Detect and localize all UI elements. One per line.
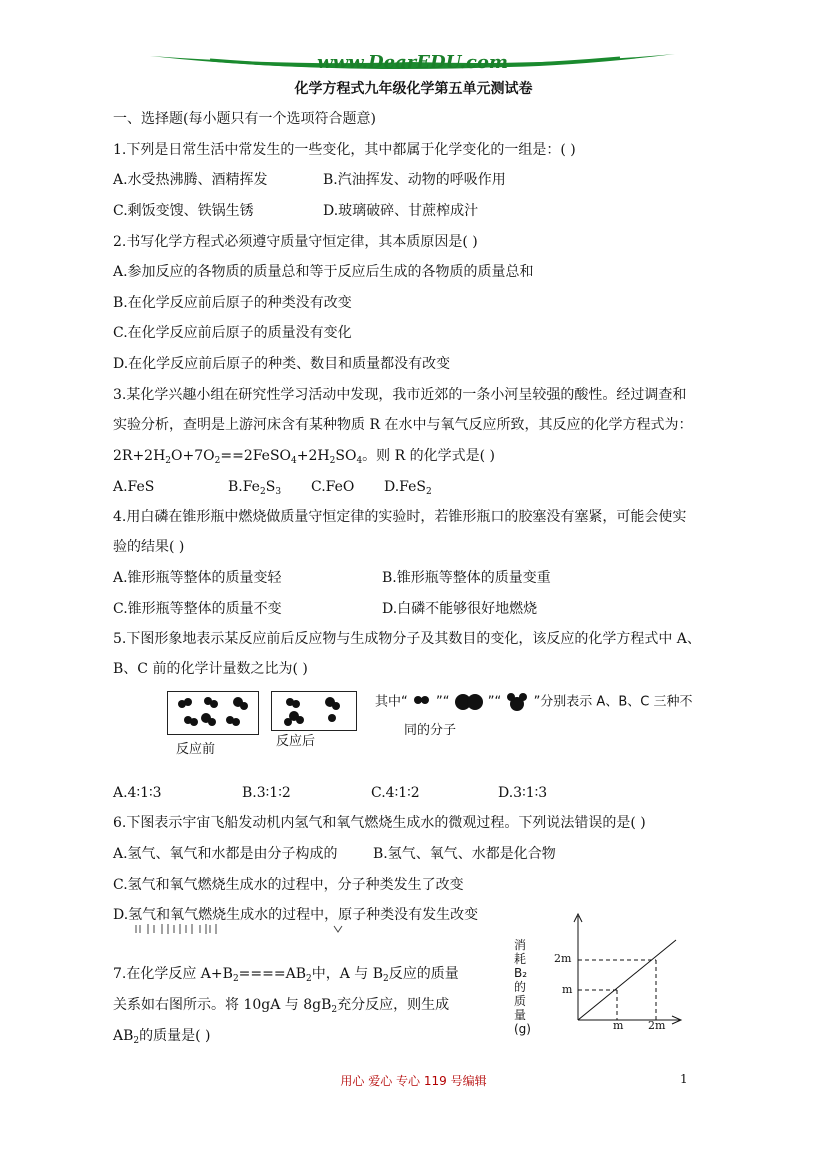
q5-line2: B、C 前的化学计量数之比为( ): [113, 661, 308, 677]
page-footer: 用心 爱心 专心 119 号编辑: [340, 1074, 487, 1088]
graph-y-label: 消耗B₂的质量(g): [514, 938, 531, 1036]
q3-line1: 3.某化学兴趣小组在研究性学习活动中发现，我市近郊的一条小河呈较强的酸性。经过调查和: [113, 387, 687, 403]
q1-option-b: B.汽油挥发、动物的呼吸作用: [323, 172, 506, 188]
q5-option-a: A.4∶1∶3: [113, 785, 162, 801]
q7-line3: $AB_2$的质量是( ): [113, 1028, 211, 1046]
y-tick-m: m: [562, 983, 573, 996]
mass-relation-graph: [548, 910, 688, 1035]
molecule-b-icon: [454, 692, 484, 712]
q5-line1: 5.下图形象地表示某反应前后反应物与生成物分子及其数目的变化，该反应的化学方程式中 A、: [113, 631, 701, 647]
page-number: 1: [680, 1072, 688, 1086]
q5-legend: 其中“ ”“ ”“ ”分别表示 A、B、C 三种不: [375, 692, 692, 712]
q4-option-a: A.锥形瓶等整体的质量变轻: [113, 570, 282, 586]
q1-stem: 1.下列是日常生活中常发生的一些变化，其中都属于化学变化的一组是：( ): [113, 142, 576, 158]
q7-line1: 7.在化学反应 $A+B_2====AB_2$中，A 与 $B_2$反应的质量: [113, 966, 459, 984]
after-caption: 反应后: [276, 734, 316, 749]
q5-option-c: C.4∶1∶2: [371, 785, 420, 801]
before-molecules-icon: [168, 692, 258, 734]
q6-stem: 6.下图表示宇宙飞船发动机内氢气和氧气燃烧生成水的微观过程。下列说法错误的是( ): [113, 815, 646, 831]
q6-option-d: D.氢气和氧气燃烧生成水的过程中，原子种类没有发生改变: [113, 907, 479, 923]
molecule-c-icon: [505, 692, 529, 712]
q1-option-c: C.剩饭变馊、铁锅生锈: [113, 203, 254, 219]
y-tick-2m: 2m: [554, 952, 572, 965]
q4-option-c: C.锥形瓶等整体的质量不变: [113, 601, 282, 617]
q1-option-a: A.水受热沸腾、酒精挥发: [113, 172, 268, 188]
q5-legend-line2: 同的分子: [404, 723, 457, 738]
q2-option-d: D.在化学反应前后原子的种类、数目和质量都没有改变: [113, 356, 451, 372]
section-heading: 一、选择题(每小题只有一个选项符合题意): [113, 111, 376, 127]
x-tick-2m: 2m: [648, 1019, 666, 1032]
q4-option-d: D.白磷不能够很好地燃烧: [382, 601, 538, 617]
q3-option-c: C.FeO: [311, 479, 355, 495]
page-title: 化学方程式九年级化学第五单元测试卷: [294, 81, 533, 97]
q4-line1: 4.用白磷在锥形瓶中燃烧做质量守恒定律的实验时，若锥形瓶口的胶塞没有塞紧，可能会使实: [113, 509, 687, 525]
q2-option-a: A.参加反应的各物质的质量总和等于反应后生成的各物质的质量总和: [113, 264, 534, 280]
q4-line2: 验的结果( ): [113, 539, 185, 555]
q6-option-c: C.氢气和氧气燃烧生成水的过程中，分子种类发生了改变: [113, 877, 464, 893]
before-caption: 反应前: [176, 742, 216, 757]
after-molecules-icon: [272, 692, 356, 730]
q3-equation: $2R+2H_2O+7O_2==2FeSO_4+2H_2SO_4$。则 R 的化学式是( ): [113, 448, 495, 466]
q3-option-b: $B.Fe_2S_3$: [228, 479, 282, 497]
x-tick-m: m: [613, 1019, 624, 1032]
q3-option-d: D.FeS$_2$: [384, 479, 432, 497]
q2-stem: 2.书写化学方程式必须遵守质量守恒定律，其本质原因是( ): [113, 234, 478, 250]
before-reaction-box: [167, 691, 259, 735]
q5-option-d: D.3∶1∶3: [498, 785, 548, 801]
q2-option-b: B.在化学反应前后原子的种类没有改变: [113, 295, 352, 311]
molecule-a-icon: [412, 694, 432, 710]
site-name: www.DearEDU.com: [317, 52, 508, 73]
q3-option-a: A.FeS: [113, 479, 155, 495]
graph-line: [578, 940, 676, 1020]
after-reaction-box: [271, 691, 357, 731]
q2-option-c: C.在化学反应前后原子的质量没有变化: [113, 325, 352, 341]
q6-option-a: A.氢气、氧气和水都是由分子构成的: [113, 846, 338, 862]
q1-option-d: D.玻璃破碎、甘蔗榨成汁: [323, 203, 479, 219]
q7-line2: 关系如右图所示。将 10gA 与 $8gB_2$充分反应，则生成: [113, 997, 450, 1015]
q5-option-b: B.3∶1∶2: [242, 785, 291, 801]
q3-line2: 实验分析，查明是上游河床含有某种物质 R 在水中与氧气反应所致，其反应的化学方程式为：: [113, 417, 693, 433]
q6-option-b: B.氢气、氧气、水都是化合物: [373, 846, 556, 862]
scribble-marks-icon: [134, 922, 354, 936]
q4-option-b: B.锥形瓶等整体的质量变重: [382, 570, 551, 586]
